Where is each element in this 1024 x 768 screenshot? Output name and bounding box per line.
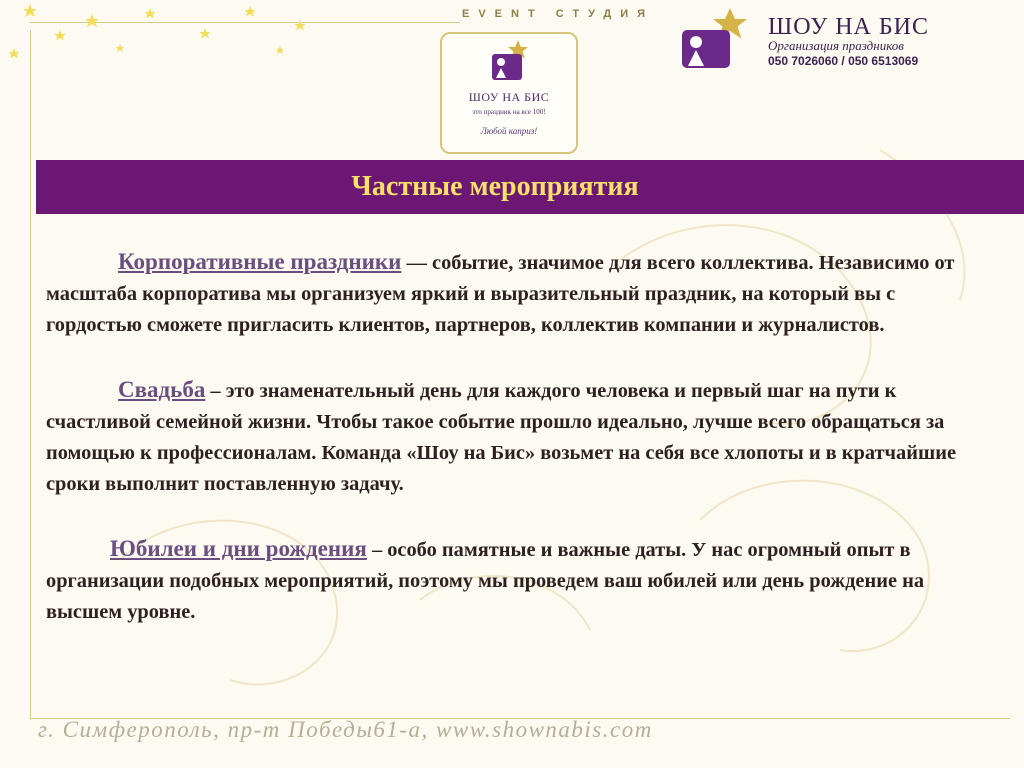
event-studio-label: EVENT СТУДИЯ: [462, 8, 655, 20]
content-body: [46, 246, 991, 661]
footer-address: г. Симферополь, пр-т Победы61-а, www.shownabis.com: [38, 717, 653, 742]
title-band: [36, 160, 1024, 214]
center-logo-tagline: это праздник на все 100!: [472, 108, 546, 116]
brand-name: ШОУ НА БИС: [768, 14, 929, 40]
section-term: Корпоративные праздники: [118, 249, 402, 274]
section-text: – особо памятные и важные даты. У нас огромный опыт в организации подобных мероприятий, поэтому мы проведем ваш юбилей или день рождение на высшем уровне.: [46, 539, 925, 623]
brand-phones: 050 7026060 / 050 6513069: [768, 54, 919, 68]
section-term: Свадьба: [118, 377, 206, 402]
section-text: – это знаменательный день для каждого человека и первый шаг на пути к счастливой семейной жизни. Чтобы такое событие прошло идеально, лучше всего обращаться за помощью к профессионалам. Команда «Шоу на Бис» возьмет на себя все хлопоты и в кратчайшие сроки выполнит поставленную задачу.: [46, 380, 957, 495]
brand-subtitle: Организация праздников: [768, 38, 904, 53]
brand-logo-icon: [678, 8, 754, 72]
section-term: Юбилеи и дни рождения: [110, 536, 367, 561]
page-title: Частные мероприятия: [351, 171, 639, 202]
decorative-stars: [0, 0, 330, 80]
frame-line-left: [30, 30, 31, 720]
center-logo: [440, 32, 578, 154]
brand-block: [678, 8, 1008, 72]
section-corporate: [46, 246, 991, 341]
center-logo-name: ШОУ НА БИС: [468, 90, 550, 104]
center-logo-slogan: Любой каприз!: [480, 126, 538, 136]
show-logo-icon: [486, 38, 532, 84]
section-wedding: [46, 374, 991, 500]
section-anniversary: [46, 533, 991, 628]
section-text: — событие, значимое для всего коллектива. Независимо от масштаба корпоратива мы организуем яркий и выразительный праздник, на который вы с гордостью сможете пригласить клиентов, партнеров, коллектив компании и журналистов.: [46, 252, 955, 336]
